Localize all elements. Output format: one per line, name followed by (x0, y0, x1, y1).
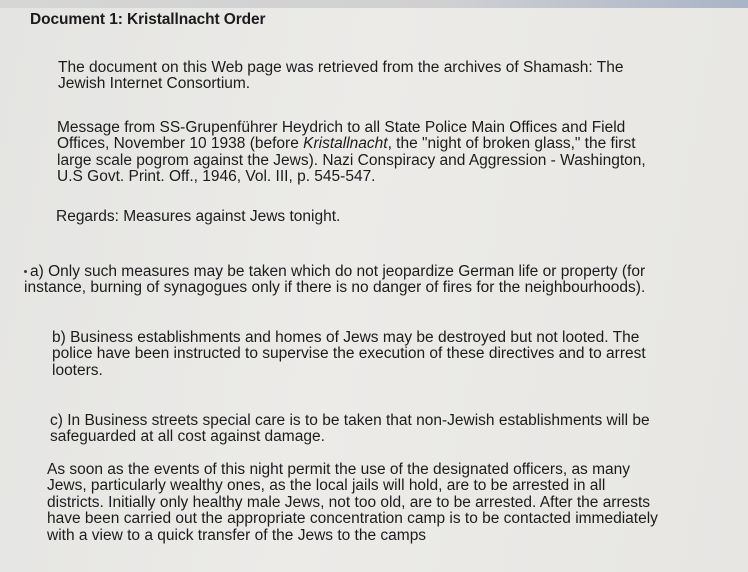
document-title: Document 1: Kristallnacht Order (30, 11, 266, 28)
order-item-b-line: looters. (52, 361, 103, 379)
order-item-c-line: safeguarded at all cost against damage. (50, 428, 325, 446)
order-item-a-line: a) Only such measures may be taken which do not jeopardize German life or property (for (24, 264, 645, 280)
closing-line: As soon as the events of this night permit the use of the designated officers, as many (47, 461, 631, 478)
source-note (58, 60, 623, 93)
order-item-b-line: police have been instructed to supervise the execution of these directives and to arrest (52, 345, 646, 363)
message-intro-line: Message from SS-Grupenführer Heydrich to all State Police Main Offices and Field (57, 119, 626, 136)
order-item-b (52, 330, 646, 379)
source-note-line: Jewish Internet Consortium. (58, 75, 251, 93)
closing-line: Jews, particularly wealthy ones, as the local jails will hold, are to be arrested in all (47, 477, 606, 495)
order-item-a-line: instance, burning of synagogues only if there is no danger of fires for the neighbourhoods). (24, 279, 646, 297)
closing-line: with a view to a quick transfer of the Jews to the camps (47, 526, 427, 544)
regards-line: Regards: Measures against Jews tonight. (56, 208, 341, 225)
kristallnacht-term: Kristallnacht (303, 135, 388, 153)
message-intro (57, 120, 646, 186)
message-intro-line: large scale pogrom against the Jews). Nazi Conspiracy and Aggression - Washington, (57, 151, 646, 169)
closing-line: have been carried out the appropriate concentration camp is to be contacted immediately (47, 510, 658, 528)
window-top-bar (0, 0, 748, 8)
order-item-c (50, 413, 650, 446)
message-intro-line: Offices, November 10 1938 (before Kristallnacht, the "night of broken glass," the first (57, 135, 636, 153)
message-intro-line: U.S Govt. Print. Off., 1946, Vol. III, p. 545-547. (57, 168, 376, 186)
closing-paragraph (47, 462, 658, 544)
source-note-line: The document on this Web page was retrieved from the archives of Shamash: The (58, 59, 624, 76)
order-item-a (24, 264, 645, 297)
order-item-c-line: c) In Business streets special care is to be taken that non-Jewish establishments will be (50, 412, 650, 429)
order-item-b-line: b) Business establishments and homes of Jews may be destroyed but not looted. The (52, 329, 640, 346)
closing-line: districts. Initially only healthy male Jews, not too old, are to be arrested. After the arrests (47, 493, 651, 511)
